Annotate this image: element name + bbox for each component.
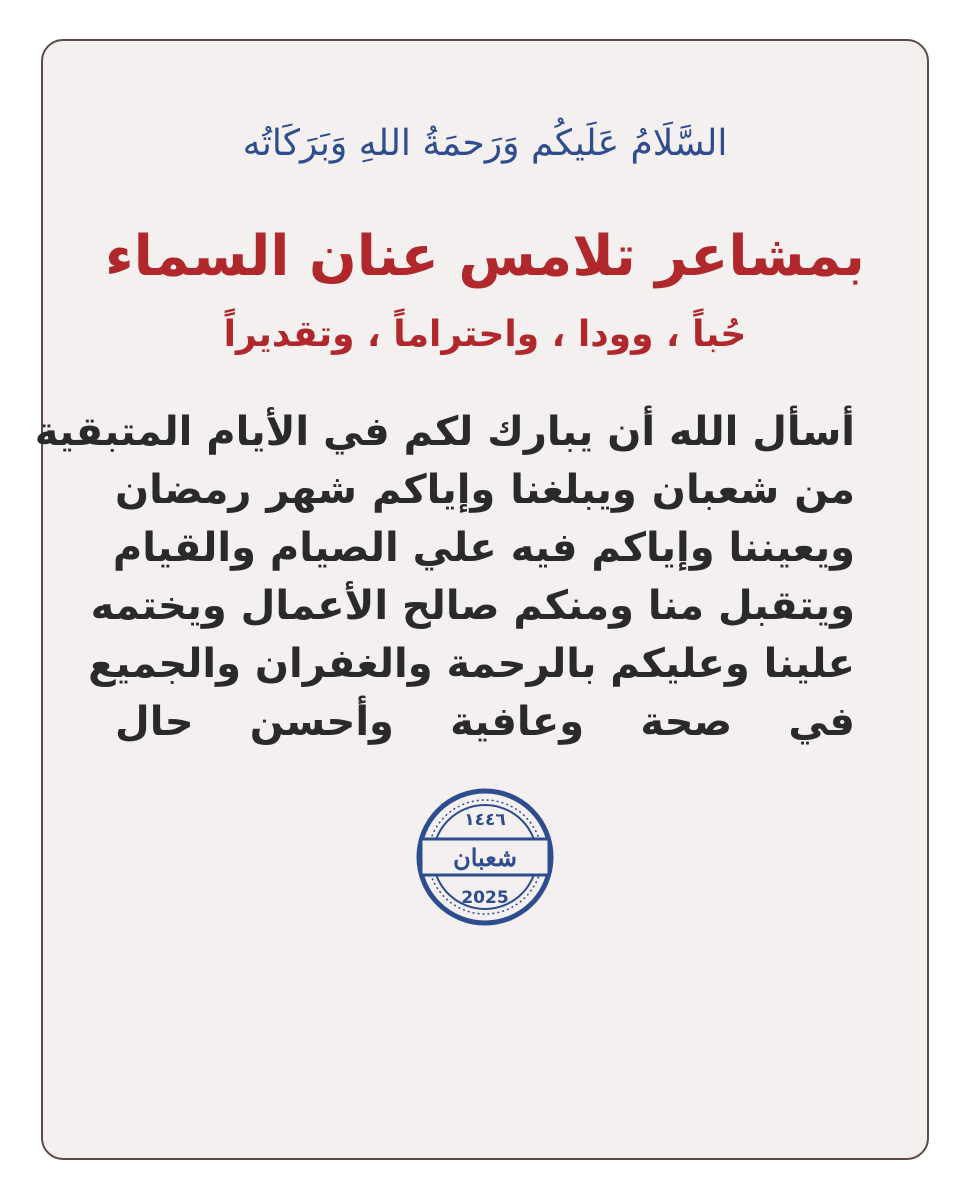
message-line: من شعبان ويبلغنا وإياكم شهر رمضان: [115, 467, 855, 513]
message-line: ويعيننا وإياكم فيه علي الصيام والقيام: [112, 525, 855, 571]
card-headline: بمشاعر تلامس عنان السماء: [105, 224, 865, 289]
seal-hijri-year: ١٤٤٦: [464, 810, 506, 830]
seal-month: شعبان: [453, 843, 517, 872]
message-line: أسأل الله أن يبارك لكم في الأيام المتبقية: [34, 409, 855, 455]
message-body: [34, 403, 855, 751]
greeting-calligraphy: السَّلَامُ عَلَيكُم وَرَحمَةُ اللهِ وَبَرَكَاتُه: [242, 123, 728, 164]
card-subline: حُباً ، وودا ، واحتراماً ، وتقديراً: [223, 314, 747, 355]
message-line: علينا وعليكم بالرحمة والغفران والجميع: [88, 641, 855, 687]
greeting-card: [34, 39, 929, 1160]
shaaban-seal-icon: [415, 787, 555, 927]
seal-gregorian-year: 2025: [461, 888, 509, 908]
message-line: ويتقبل منا ومنكم صالح الأعمال ويختمه: [90, 583, 855, 629]
message-line: في صحة وعافية وأحسن حال: [115, 699, 855, 745]
